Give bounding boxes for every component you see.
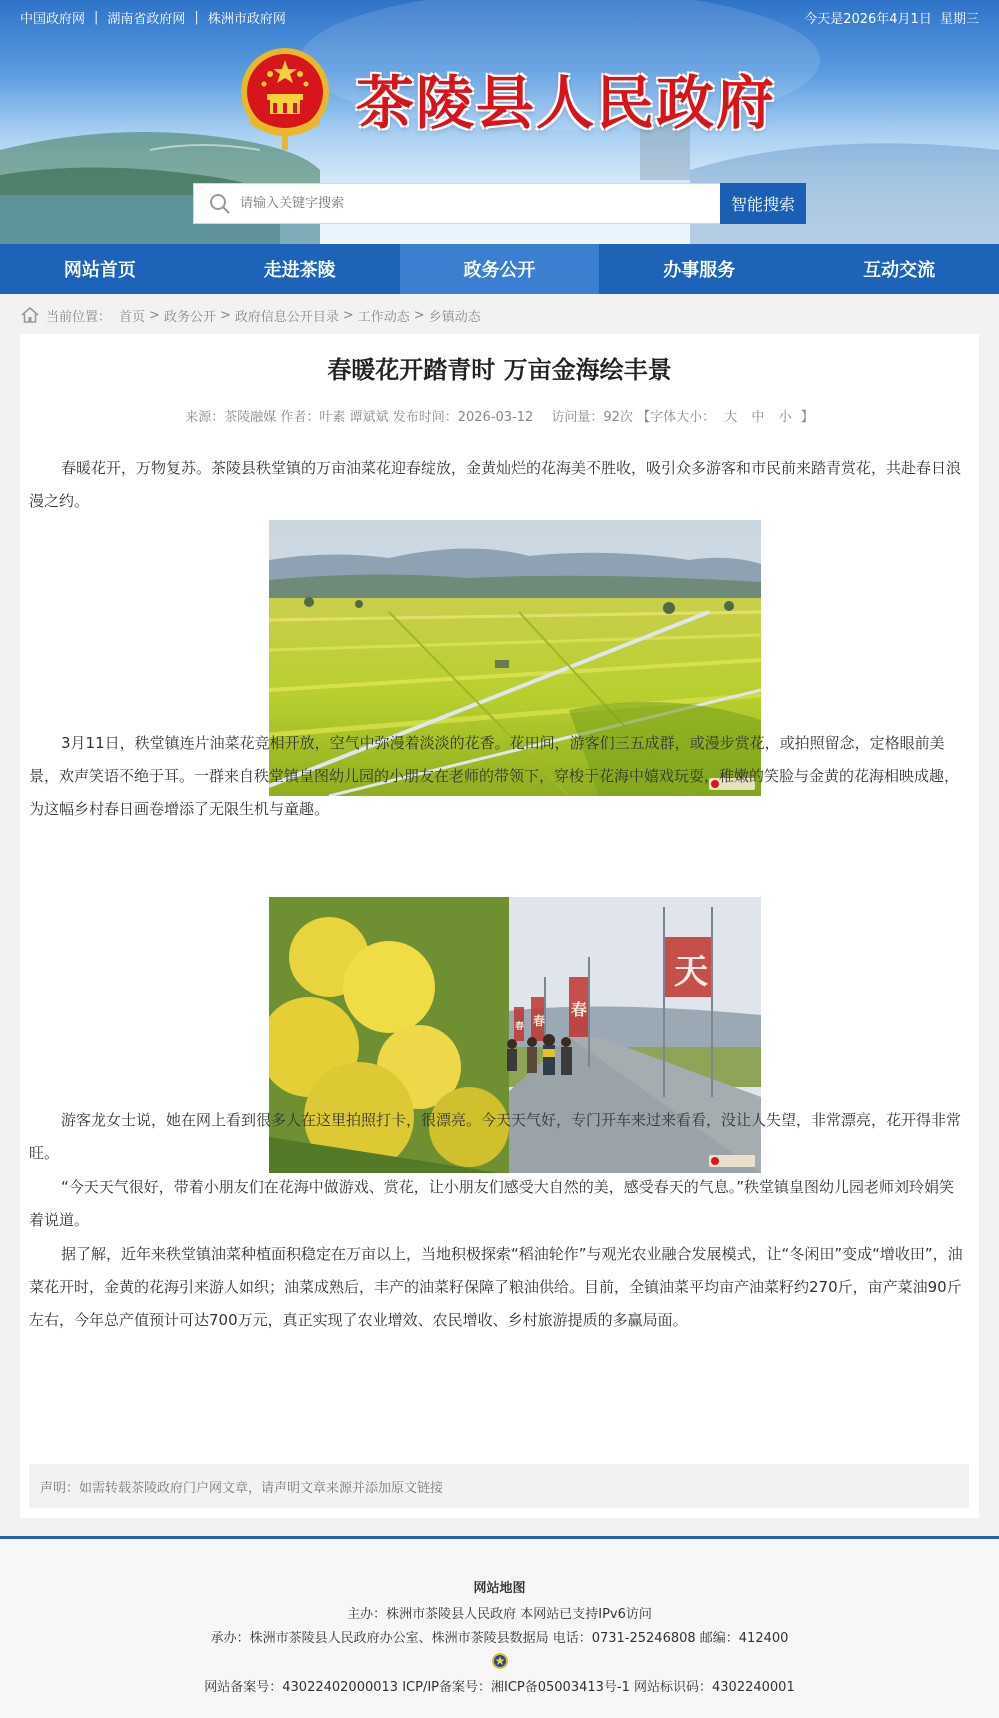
article-paragraph: “今天天气很好，带着小朋友们在花海中做游戏、赏花，让小朋友们感受大自然的美，感受春天的气息。”秩堂镇皇图幼儿园老师刘玲娟笑着说道。 xyxy=(29,1178,955,1229)
font-size-label: 【字体大小： xyxy=(637,410,716,425)
nav-home[interactable]: 网站首页 xyxy=(63,260,136,281)
search-box xyxy=(193,183,721,224)
smart-search-button[interactable]: 智能搜索 xyxy=(720,183,806,224)
meta-author: 作者：叶素 谭斌斌 xyxy=(280,410,389,425)
article-card xyxy=(20,334,979,1518)
sign-char: 春 xyxy=(533,1014,546,1028)
breadcrumb-gov-affairs[interactable]: 政务公开 xyxy=(163,309,216,325)
nav-about-chaling[interactable]: 走进茶陵 xyxy=(263,260,336,281)
nav-interaction[interactable]: 互动交流 xyxy=(863,260,936,281)
article-meta xyxy=(20,406,979,425)
font-size-small[interactable]: 小 xyxy=(778,410,792,425)
copyright-notice: 声明：如需转载茶陵政府门户网文章，请声明文章来源并添加原文链接 xyxy=(29,1464,969,1508)
link-zhuzhou-gov[interactable]: 株洲市政府网 xyxy=(207,12,286,27)
footer-organizer: 承办：株洲市茶陵县人民政府办公室、株洲市茶陵县数据局 电话：0731-25246808 邮编：412400 xyxy=(210,1631,789,1646)
nav-services[interactable]: 办事服务 xyxy=(663,260,736,281)
nav-government-affairs[interactable]: 政务公开 xyxy=(400,244,600,294)
meta-publish-time: 发布时间：2026-03-12 xyxy=(392,410,534,425)
breadcrumb-separator: > xyxy=(219,307,231,323)
breadcrumb xyxy=(20,304,481,326)
article-paragraph: 游客龙女士说，她在网上看到很多人在这里拍照打卡，很漂亮。今天天气好，专门开车来过来看看，没让人失望，非常漂亮，花开得非常旺。 xyxy=(29,1111,962,1162)
national-emblem-icon xyxy=(240,44,330,150)
top-links xyxy=(20,8,286,27)
today-label: 今天是2026年4月1日 xyxy=(804,12,932,27)
footer-record: 网站备案号：43022402000013 ICP/IP备案号：湘ICP备05003413号-1 网站标识码：4302240001 xyxy=(204,1680,795,1695)
font-size-medium[interactable]: 中 xyxy=(751,410,765,425)
header-banner xyxy=(0,0,999,244)
search-icon xyxy=(200,184,240,224)
font-size-large[interactable]: 大 xyxy=(724,410,738,425)
article-title: 春暖花开踏青时 万亩金海绘丰景 xyxy=(327,356,672,384)
search-input[interactable] xyxy=(240,196,720,211)
breadcrumb-prefix: 当前位置： xyxy=(46,309,112,325)
main-nav xyxy=(0,244,999,294)
weekday: 星期三 xyxy=(939,12,979,27)
home-icon xyxy=(20,306,40,324)
breadcrumb-town-news[interactable]: 乡镇动态 xyxy=(428,309,481,325)
article-paragraph: 春暖花开，万物复苏。茶陵县秩堂镇的万亩油菜花迎春绽放，金黄灿烂的花海美不胜收，吸引众多游客和市民前来踏青赏花，共赴春日浪漫之约。 xyxy=(29,459,962,510)
article-paragraph: 3月11日，秩堂镇连片油菜花竞相开放，空气中弥漫着淡淡的花香。花田间，游客们三五成群，或漫步赏花，或拍照留念，定格眼前美景，欢声笑语不绝于耳。一群来自秩堂镇皇图幼儿园的小朋友在老师的带领下，穿梭于花海中嬉戏玩耍，稚嫩的笑脸与金黄的花海相映成趣，为这幅乡村春日画卷增添了无限生机与童趣。 xyxy=(29,734,960,818)
sign-char: 春 xyxy=(515,1022,525,1032)
meta-source: 来源：茶陵融媒 xyxy=(185,410,277,425)
police-badge-icon[interactable] xyxy=(491,1652,509,1670)
article-paragraph: 据了解，近年来秩堂镇油菜种植面积稳定在万亩以上，当地积极探索“稻油轮作”与观光农业融合发展模式，让“冬闲田”变成“增收田”，油菜花开时，金黄的花海引来游人如织；油菜成熟后，丰产的油菜籽保障了粮油供给。目前，全镇油菜平均亩产油菜籽约270斤，亩产菜油90斤左右，今年总产值预计可达700万元，真正实现了农业增效、农民增收、乡村旅游提质的多赢局面。 xyxy=(29,1245,963,1329)
sign-char: 春 xyxy=(571,1000,588,1019)
today-date xyxy=(804,8,979,27)
font-size-close: 】 xyxy=(800,410,814,425)
breadcrumb-separator: > xyxy=(149,307,160,323)
link-separator: | xyxy=(94,10,99,25)
breadcrumb-home[interactable]: 首页 xyxy=(119,309,146,325)
sitemap-link[interactable]: 网站地图 xyxy=(473,1581,526,1596)
font-size-control xyxy=(637,410,814,425)
link-hunan-gov[interactable]: 湖南省政府网 xyxy=(107,12,186,27)
meta-visits: 访问量：92次 xyxy=(551,410,633,425)
site-title: 茶陵县人民政府 xyxy=(356,69,777,137)
link-gov-cn[interactable]: 中国政府网 xyxy=(20,12,86,27)
sign-char: 天 xyxy=(674,952,708,992)
breadcrumb-work-news[interactable]: 工作动态 xyxy=(357,309,410,325)
footer-host: 主办：株洲市茶陵县人民政府 本网站已支持IPv6访问 xyxy=(347,1607,652,1622)
breadcrumb-separator: > xyxy=(413,307,425,323)
footer xyxy=(0,1539,999,1718)
link-separator: | xyxy=(194,10,199,25)
breadcrumb-separator: > xyxy=(342,307,354,323)
breadcrumb-info-directory[interactable]: 政府信息公开目录 xyxy=(234,309,339,325)
